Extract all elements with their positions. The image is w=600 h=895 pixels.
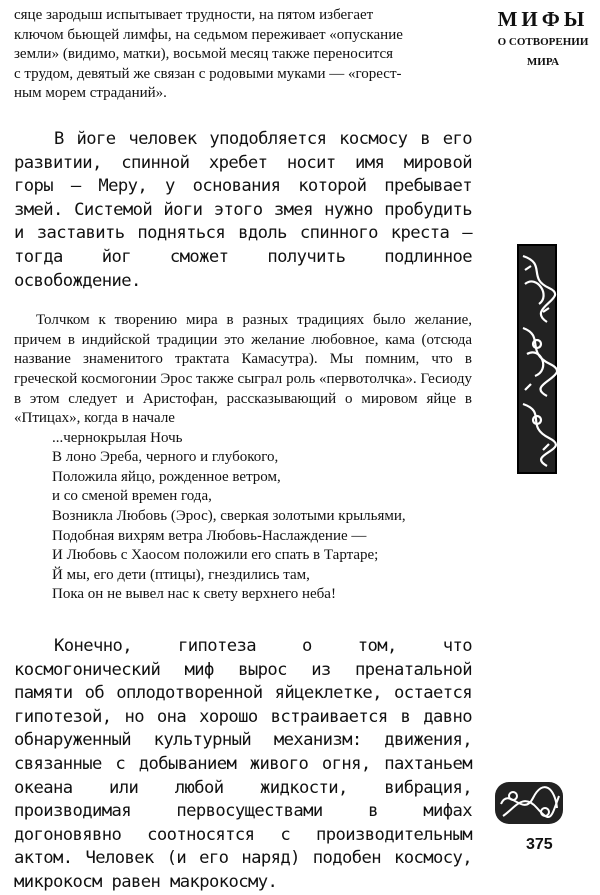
- poem-line: Пока он не вывел нас к свету верхнего неба!: [52, 586, 336, 603]
- poem-line: Положила яйцо, рожденное ветром,: [52, 468, 281, 485]
- knot-dragon-ornament-icon: [493, 778, 565, 833]
- section-subtitle-line1: О СОТВОРЕНИИ: [497, 36, 589, 48]
- poem-line: Возникла Любовь (Эрос), сверкая золотыми крыльями,: [52, 508, 406, 525]
- section-title: МИФЫ: [497, 7, 589, 31]
- page-number: 375: [526, 836, 553, 853]
- section-subtitle-line2: МИРА: [526, 56, 560, 68]
- desire-paragraph: Толчком к творению мира в разных традициях было желание, причем в индийской традиции это желание любовное, кама (отсюда название знаменитого трактата Камасутра). Мы помним, что в греческой космогонии Эрос также сыграл роль «первотолчка». Гесиоду в этом следует и Аристофан, рассказывающий о мировом яйце в «Птицах», когда в начале: [14, 312, 472, 427]
- poem-line: Й мы, его дети (птицы), гнездились там,: [52, 566, 310, 583]
- intro-line: ключом бьющей лимфы, на седьмом переживает «опускание: [14, 26, 403, 43]
- poem-line: и со сменой времен года,: [52, 488, 212, 505]
- poem-line: Подобная вихрям ветра Любовь-Наслаждение —: [52, 527, 367, 544]
- yoga-paragraph: В йоге человек уподобляется космосу в его развитии, спинной хребет носит имя мировой горы — Меру, у основания которой пребывает змей. Системой йоги этого змея нужно пробудить и заставить подняться вдоль спинного креста — тогда йог сможет получить подлинное освобождение.: [14, 128, 472, 291]
- poem-line: И Любовь с Хаосом положили его спать в Тартаре;: [52, 547, 379, 564]
- main-text-column: [14, 6, 472, 895]
- poem-line: В лоно Эреба, черного и глубокого,: [52, 449, 279, 466]
- carved-serpent-ornament-icon: [517, 244, 557, 479]
- intro-line: сяце зародыш испытывает трудности, на пятом избегает: [14, 7, 374, 23]
- conclusion-paragraph: Конечно, гипотеза о том, что космогонический миф вырос из пренатальной памяти об оплодотворенной яйцеклетке, остается гипотезой, но она хорошо встраивается в давно обнаруженный культурный механизм: движения, связанные с добыванием живого огня, пахтаньем океана или любой жидкости, вибрация, производимая первосуществами в мифах догоновявно соотносятся с производительным актом. Человек (и его наряд) подобен космосу, микрокосм равен макрокосму.: [14, 636, 472, 892]
- intro-line: с трудом, девятый же связан с родовыми муками — «горест-: [14, 65, 402, 82]
- poem-quote: [52, 429, 472, 605]
- intro-line: ным морем страданий».: [14, 85, 167, 102]
- section-header: [490, 6, 596, 72]
- intro-paragraph: [14, 6, 472, 104]
- intro-line: земли» (видимо, матки), восьмой месяц также переносится: [14, 46, 394, 63]
- poem-line: ...чернокрылая Ночь: [52, 429, 183, 446]
